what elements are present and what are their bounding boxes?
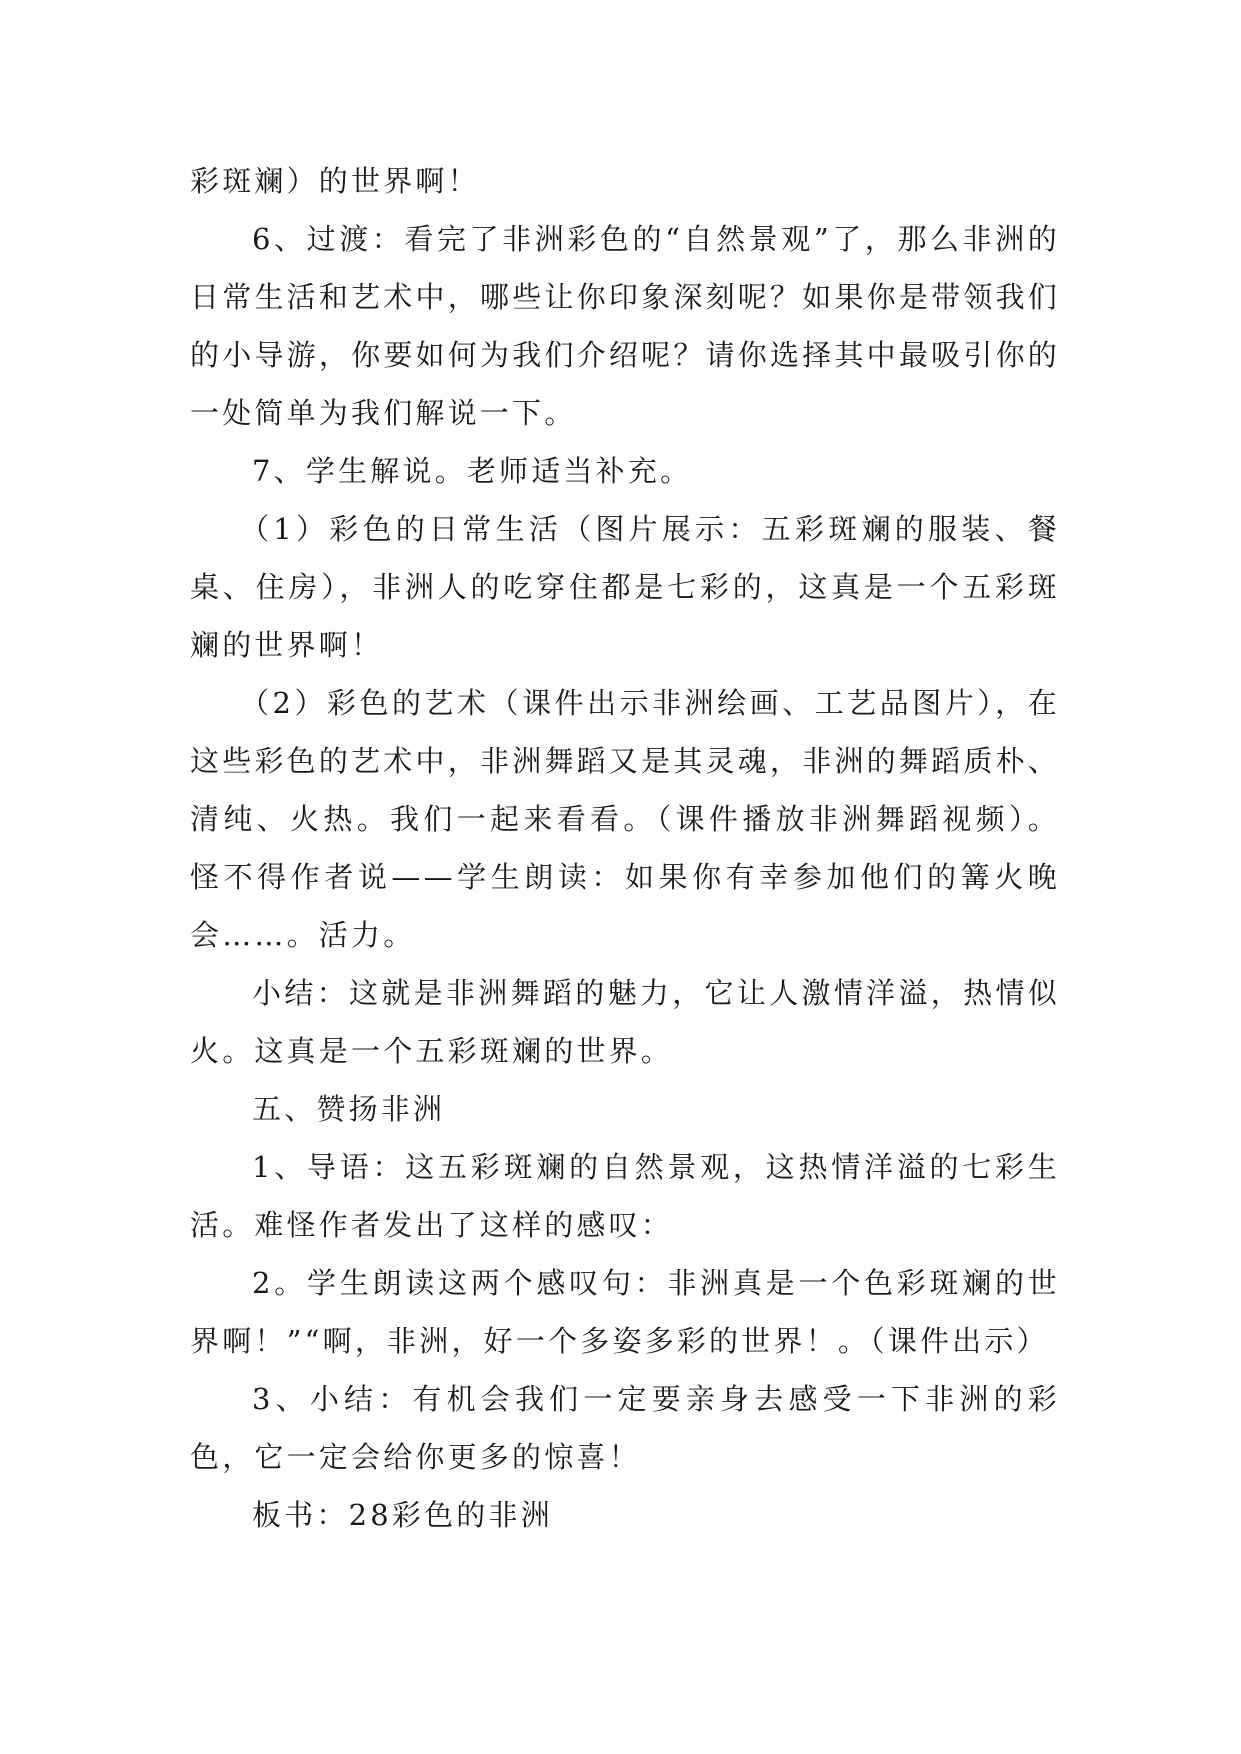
paragraph-continuation: 彩斑斓）的世界啊！ xyxy=(190,164,480,198)
document-body xyxy=(190,152,1060,1544)
paragraph-conclusion: 3、小结：有机会我们一定要亲身去感受一下非洲的彩色，它一定会给你更多的惊喜！ xyxy=(190,1382,1060,1474)
paragraph-art: （2）彩色的艺术（课件出示非洲绘画、工艺品图片），在这些彩色的艺术中，非洲舞蹈又是其灵魂，非洲的舞蹈质朴、清纯、火热。我们一起来看看。（课件播放非洲舞蹈视频）。怪不得作者说——学生朗读：如果你有幸参加他们的篝火晚会……。活力。 xyxy=(190,686,1060,952)
paragraph-lead-in: 1、导语：这五彩斑斓的自然景观，这热情洋溢的七彩生活。难怪作者发出了这样的感叹： xyxy=(190,1150,1060,1242)
paragraph-transition: 6、过渡：看完了非洲彩色的“自然景观”了，那么非洲的日常生活和艺术中，哪些让你印象深刻呢？如果你是带领我们的小导游，你要如何为我们介绍呢？请你选择其中最吸引你的一处简单为我们解说一下。 xyxy=(190,222,1060,430)
paragraph-board-writing: 板书：28彩色的非洲 xyxy=(252,1498,553,1532)
paragraph-daily-life: （1）彩色的日常生活（图片展示：五彩斑斓的服装、餐桌、住房），非洲人的吃穿住都是七彩的，这真是一个五彩斑斓的世界啊！ xyxy=(190,512,1060,662)
paragraph-summary-dance: 小结：这就是非洲舞蹈的魅力，它让人激情洋溢，热情似火。这真是一个五彩斑斓的世界。 xyxy=(190,976,1060,1068)
paragraph-student-explain: 7、学生解说。老师适当补充。 xyxy=(252,454,693,488)
paragraph-read-aloud: 2。学生朗读这两个感叹句：非洲真是一个色彩斑斓的世界啊！”“啊，非洲，好一个多姿多彩的世界！。（课件出示） xyxy=(190,1266,1060,1358)
section-heading-praise-africa: 五、赞扬非洲 xyxy=(252,1092,446,1126)
